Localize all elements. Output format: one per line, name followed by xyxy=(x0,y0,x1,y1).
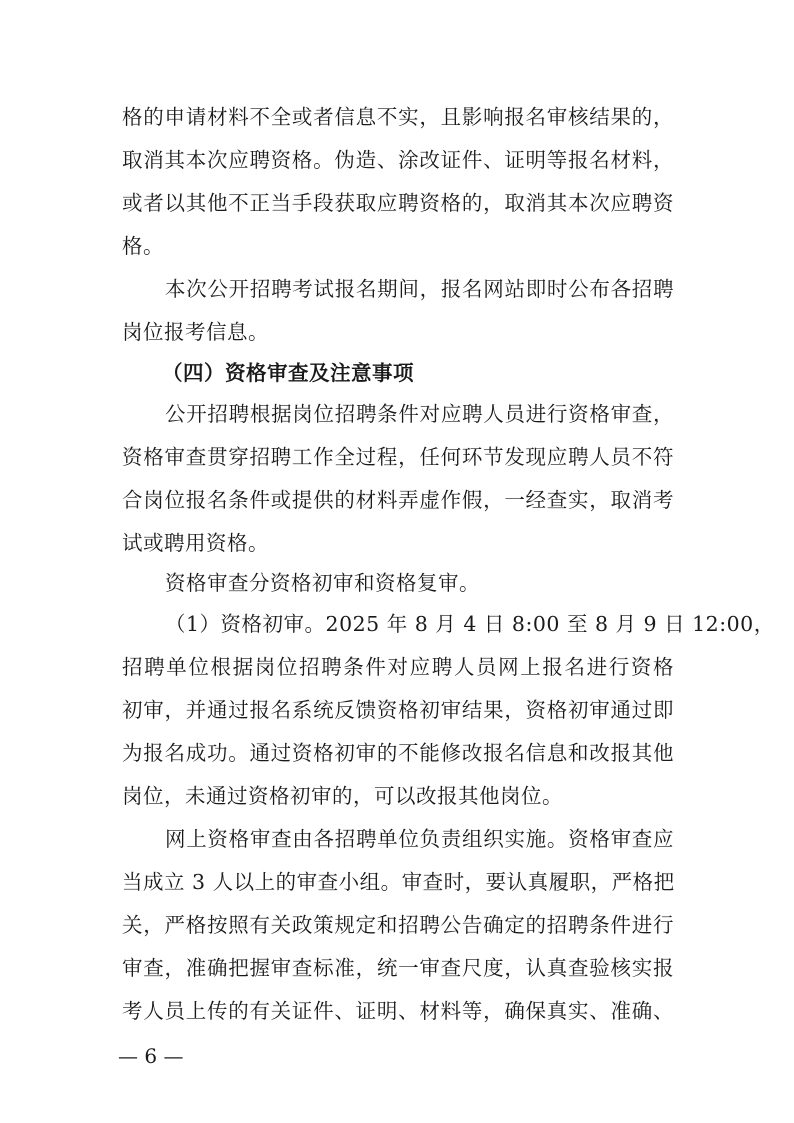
text-line-22: 考人员上传的有关证件、证明、材料等，确保真实、准确、 xyxy=(122,999,674,1023)
text-line-6: 岗位报考信息。 xyxy=(122,320,269,344)
text-line-2: 取消其本次应聘资格。伪造、涂改证件、证明等报名材料， xyxy=(122,148,674,172)
text-line-3: 或者以其他不正当手段获取应聘资格的，取消其本次应聘资 xyxy=(122,191,674,215)
text-line-11: 试或聘用资格。 xyxy=(122,531,269,555)
text-line-9: 资格审查贯穿招聘工作全过程，任何环节发现应聘人员不符 xyxy=(122,445,674,469)
text-line-5: 本次公开招聘考试报名期间，报名网站即时公布各招聘 xyxy=(165,277,674,301)
text-line-18: 网上资格审查由各招聘单位负责组织实施。资格审查应 xyxy=(165,827,674,851)
text-line-20: 关，严格按照有关政策规定和招聘公告确定的招聘条件进行 xyxy=(122,913,674,937)
text-line-8: 公开招聘根据岗位招聘条件对应聘人员进行资格审查， xyxy=(165,402,674,426)
text-line-4: 格。 xyxy=(122,234,164,258)
text-line-21: 审查，准确把握审查标准，统一审查尺度，认真查验核实报 xyxy=(122,956,674,980)
text-line-12: 资格审查分资格初审和资格复审。 xyxy=(165,571,480,595)
text-line-14: 招聘单位根据岗位招聘条件对应聘人员网上报名进行资格 xyxy=(122,655,674,679)
text-line-15: 初审，并通过报名系统反馈资格初审结果，资格初审通过即 xyxy=(122,698,674,722)
text-line-1: 格的申请材料不全或者信息不实，且影响报名审核结果的， xyxy=(122,105,674,129)
text-line-17: 岗位，未通过资格初审的，可以改报其他岗位。 xyxy=(122,784,563,808)
text-line-19: 当成立 3 人以上的审查小组。审查时，要认真履职，严格把 xyxy=(122,870,675,894)
text-line-10: 合岗位报名条件或提供的材料弄虚作假，一经查实，取消考 xyxy=(122,488,674,512)
text-line-13: （1）资格初审。2025 年 8 月 4 日 8:00 至 8 月 9 日 12:00， xyxy=(165,612,775,636)
text-line-16: 为报名成功。通过资格初审的不能修改报名信息和改报其他 xyxy=(122,741,674,765)
section-heading: （四）资格审查及注意事项 xyxy=(162,361,414,385)
page-number: — 6 — xyxy=(118,1044,184,1068)
